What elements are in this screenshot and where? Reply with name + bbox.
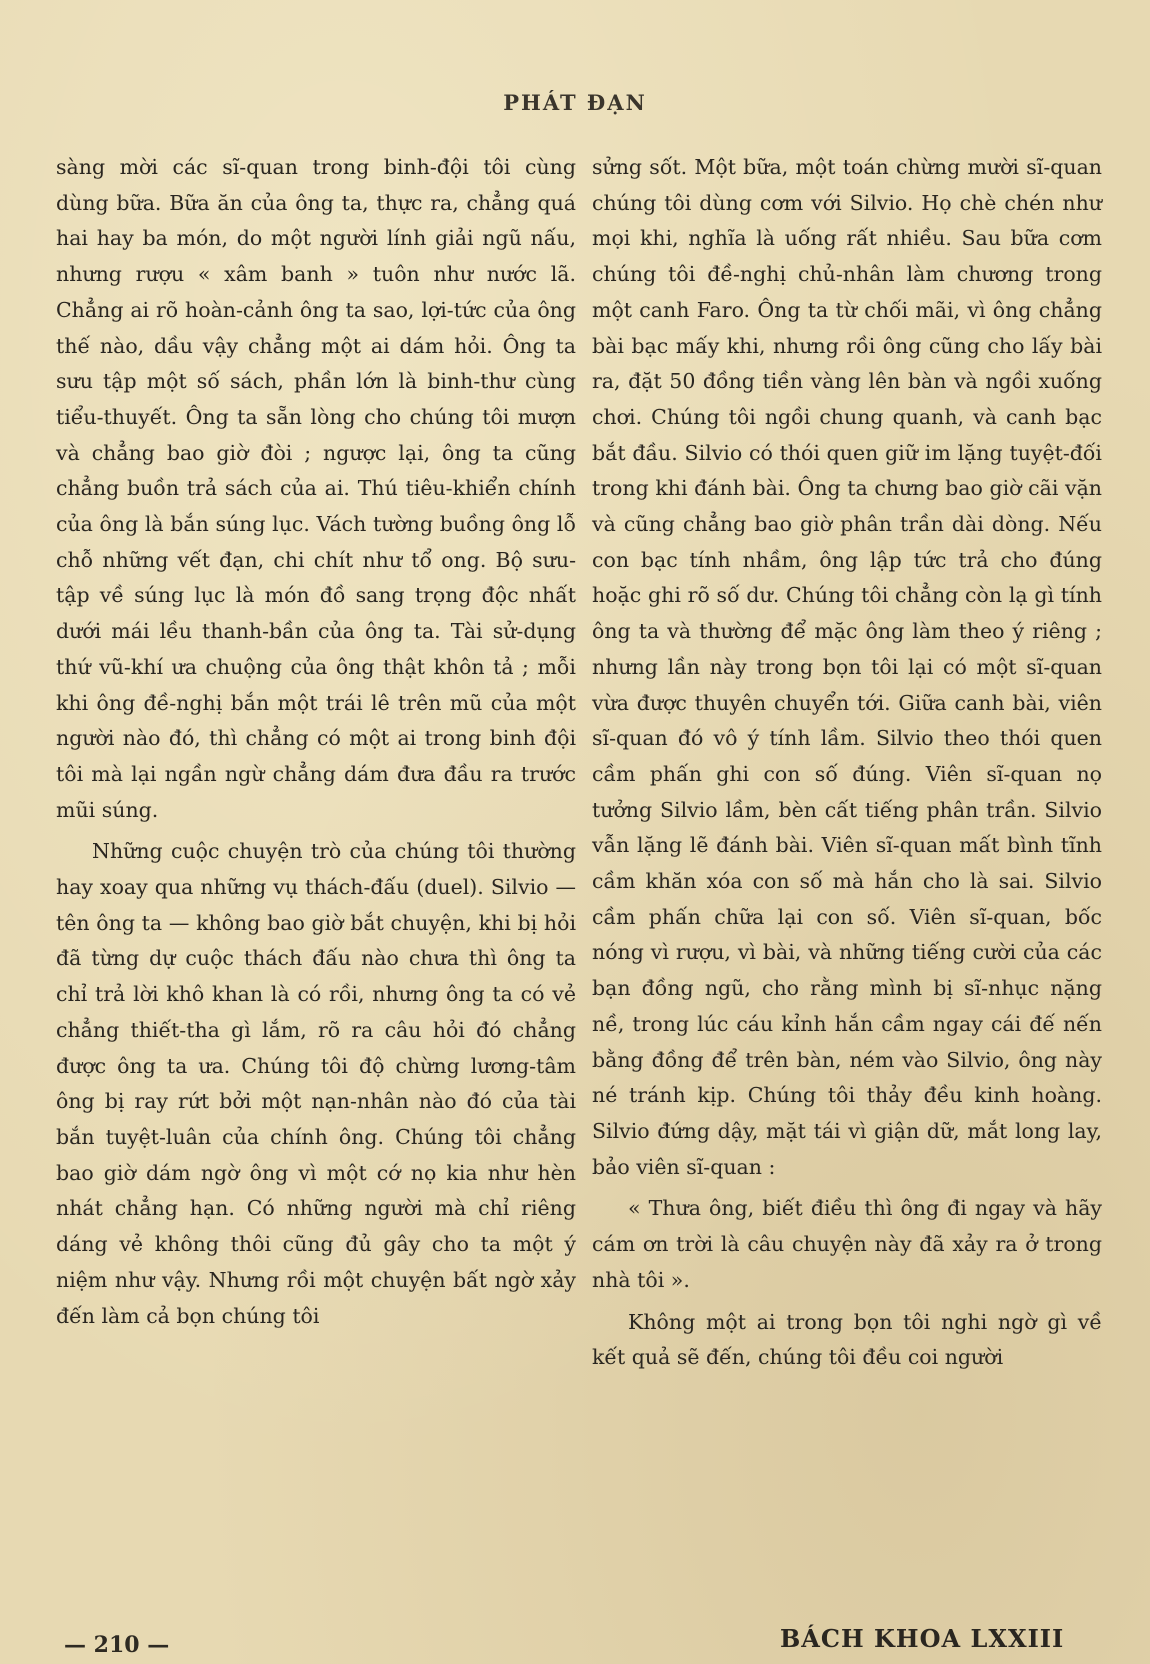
paragraph: sửng sốt. Một bữa, một toán chừng mười sĩ-quan chúng tôi dùng cơm với Silvio. Họ chè chén như mọi khi, nghĩa là uống rất nhiều. Sau bữa cơm chúng tôi đề-nghị chủ-nhân làm chương trong một canh Faro. Ông ta từ chối mãi, vì ông chẳng bài bạc mấy khi, nhưng rồi ông cũng cho lấy bài ra, đặt 50 đồng tiền vàng lên bàn và ngồi xuống chơi. Chúng tôi ngồi chung quanh, và canh bạc bắt đầu. Silvio có thói quen giữ im lặng tuyệt-đối trong khi đánh bài. Ông ta chưng bao giờ cãi vặn và cũng chẳng bao giờ phân trần dài dòng. Nếu con bạc tính nhầm, ông lập tức trả cho đúng hoặc ghi rõ số dư. Chúng tôi chẳng còn lạ gì tính ông ta và thường để mặc ông làm theo ý riêng ; nhưng lần này trong bọn tôi lại có một sĩ-quan vừa được thuyên chuyển tới. Giữa canh bài, viên sĩ-quan đó vô ý tính lầm. Silvio theo thói quen cầm phấn ghi con số đúng. Viên sĩ-quan nọ tưởng Silvio lầm, bèn cất tiếng phân trần. Silvio vẫn lặng lẽ đánh bài. Viên sĩ-quan mất bình tĩnh cầm khăn xóa con số mà hắn cho là sai. Silvio cầm phấn chữa lại con số. Viên sĩ-quan, bốc nóng vì rượu, vì bài, và những tiếng cười của các bạn đồng ngũ, cho rằng mình bị sĩ-nhục nặng nề, trong lúc cáu kỉnh hắn cầm ngay cái đế nến bằng đồng để trên bàn, ném vào Silvio, ông này né tránh kịp. Chúng tôi thảy đều kinh hoàng. Silvio đứng dậy, mặt tái vì giận dữ, mắt long lay, bảo viên sĩ-quan : [592,155,1102,1179]
magazine-title: BÁCH KHOA LXXIII [780,1624,1065,1653]
paragraph: Những cuộc chuyện trò của chúng tôi thường hay xoay qua những vụ thách-đấu (duel). Silvio — tên ông ta — không bao giờ bắt chuyện, khi bị hỏi đã từng dự cuộc thách đấu nào chưa thì ông ta chỉ trả lời khô khan là có rồi, nhưng ông ta có vẻ chẳng thiết-tha gì lắm, rõ ra câu hỏi đó chẳng được ông ta ưa. Chúng tôi độ chừng lương-tâm ông bị ray rứt bởi một nạn-nhân nào đó của tài bắn tuyệt-luân của chính ông. Chúng tôi chẳng bao giờ dám ngờ ông vì một cớ nọ kia như hèn nhát chẳng hạn. Có những người mà chỉ riêng dáng vẻ không thôi cũng đủ gây cho ta một ý niệm như vậy. Nhưng rồi một chuyện bất ngờ xảy đến làm cả bọn chúng tôi [56,839,576,1328]
page-number: — 210 — [64,1632,170,1658]
paragraph: « Thưa ông, biết điều thì ông đi ngay và hãy cám ơn trời là câu chuyện này đã xảy ra ở trong nhà tôi ». [592,1196,1102,1292]
paragraph: sàng mời các sĩ-quan trong binh-đội tôi cùng dùng bữa. Bữa ăn của ông ta, thực ra, chẳng quá hai hay ba món, do một người lính giải ngũ nấu, nhưng rượu « xâm banh » tuôn như nước lã. Chẳng ai rõ hoàn-cảnh ông ta sao, lợi-tức của ông thế nào, dầu vậy chẳng một ai dám hỏi. Ông ta sưu tập một số sách, phần lớn là binh-thư cùng tiểu-thuyết. Ông ta sẵn lòng cho chúng tôi mượn và chẳng bao giờ đòi ; ngược lại, ông ta cũng chẳng buồn trả sách của ai. Thú tiêu-khiển chính của ông là bắn súng lục. Vách tường buồng ông lỗ chỗ những vết đạn, chi chít như tổ ong. Bộ sưu-tập về súng lục là món đồ sang trọng độc nhất dưới mái lều thanh-bần của ông ta. Tài sử-dụng thứ vũ-khí ưa chuộng của ông thật khôn tả ; mỗi khi ông đề-nghị bắn một trái lê trên mũ của một người nào đó, thì chẳng có một ai trong binh đội tôi mà lại ngần ngừ chẳng dám đưa đầu ra trước mũi súng. [56,155,576,822]
right-column [592,150,1102,1376]
paragraph: Không một ai trong bọn tôi nghi ngờ gì về kết quả sẽ đến, chúng tôi đều coi người [592,1309,1102,1370]
running-header: PHÁT ĐẠN [503,90,647,115]
left-column [56,150,576,1334]
